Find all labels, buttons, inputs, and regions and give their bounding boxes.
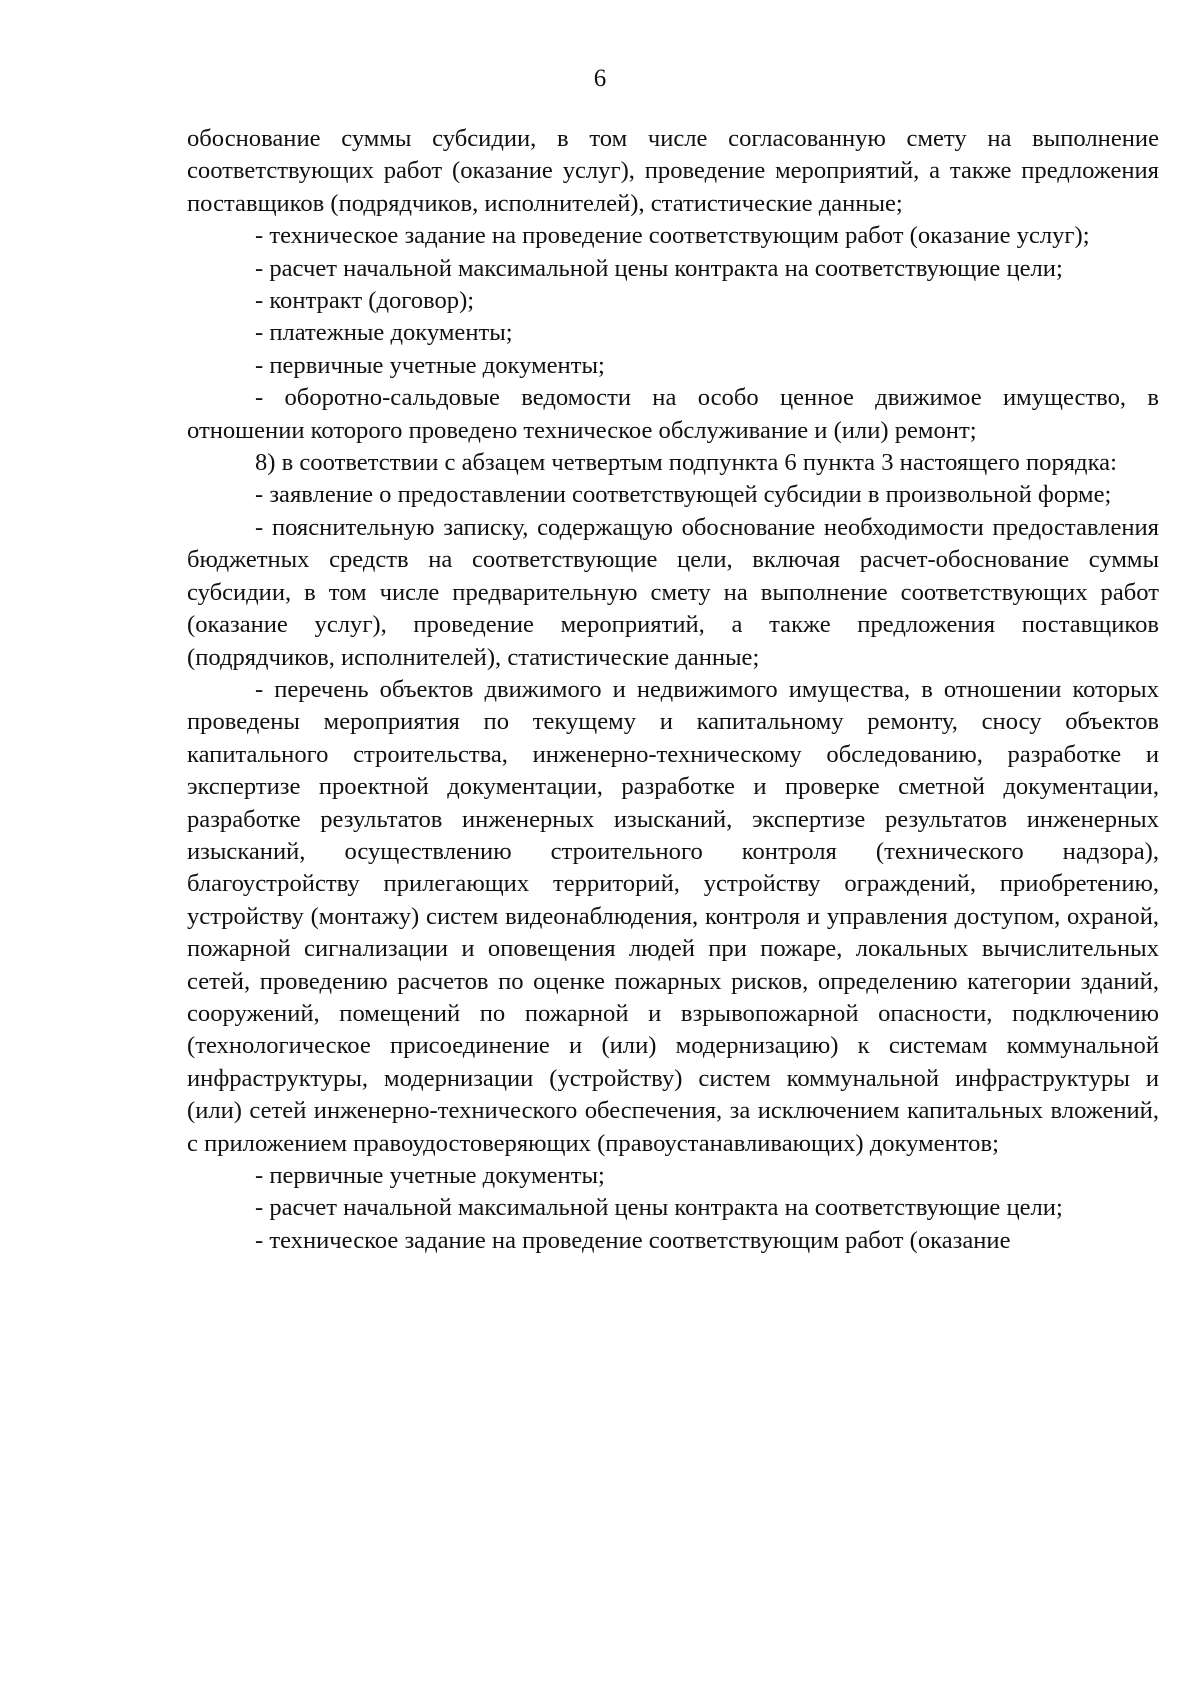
paragraph-2: - техническое задание на проведение соответствующим работ (оказание услуг);: [255, 222, 1090, 250]
paragraph-4: - контракт (договор);: [255, 287, 475, 315]
paragraph-3: - расчет начальной максимальной цены контракта на соответствующие цели;: [255, 254, 1063, 282]
paragraph-5: - платежные документы;: [255, 319, 513, 347]
paragraph-1: обоснование суммы субсидии, в том числе согласованную смету на выполнение соответствующих работ (оказание услуг), проведение мероприятий, а также предложения поставщиков (подрядчиков, исполнителей), статистические данные;: [187, 125, 1159, 217]
paragraph-11: - перечень объектов движимого и недвижимого имущества, в отношении которых проведены мероприятия по текущему и капитальному ремонту, сносу объектов капитального строительства, инженерно-техническому обследованию, разработке и экспертизе проектной документации, разработке и проверке сметной документации, разработке результатов инженерных изысканий, экспертизе результатов инженерных изысканий, осуществлению строительного контроля (технического надзора), благоустройству прилегающих территорий, устройству ограждений, приобретению, устройству (монтажу) систем видеонаблюдения, контроля и управления доступом, охраной, пожарной сигнализации и оповещения людей при пожаре, локальных вычислительных сетей, проведению расчетов по оценке пожарных рисков, определению категории зданий, сооружений, помещений по пожарной и взрывопожарной опасности, подключению (технологическое присоединение и (или) модернизацию) к системам коммунальной инфраструктуры, модернизации (устройству) систем коммунальной инфраструктуры и (или) сетей инженерно-технического обеспечения, за исключением капитальных вложений, с приложением правоудостоверяющих (правоустанавливающих) документов;: [187, 675, 1159, 1157]
document-body: [187, 123, 1159, 1257]
paragraph-12: - первичные учетные документы;: [255, 1162, 605, 1189]
paragraph-10: - пояснительную записку, содержащую обоснование необходимости предоставления бюджетных средств на соответствующие цели, включая расчет-обоснование суммы субсидии, в том числе предварительную смету на выполнение соответствующих работ (оказание услуг), проведение мероприятий, а также предложения поставщиков (подрядчиков, исполнителей), статистические данные;: [187, 513, 1159, 671]
paragraph-6: - первичные учетные документы;: [255, 351, 605, 379]
paragraph-13: - расчет начальной максимальной цены контракта на соответствующие цели;: [255, 1194, 1063, 1222]
paragraph-8: 8) в соответствии с абзацем четвертым подпункта 6 пункта 3 настоящего порядка:: [255, 449, 1117, 477]
paragraph-9: - заявление о предоставлении соответствующей субсидии в произвольной форме;: [255, 481, 1112, 509]
page-number: 6: [593, 65, 607, 92]
paragraph-7: - оборотно-сальдовые ведомости на особо ценное движимое имущество, в отношении которого проведено техническое обслуживание и (или) ремонт;: [187, 384, 1159, 444]
paragraph-14: - техническое задание на проведение соответствующим работ (оказание: [255, 1226, 1011, 1254]
